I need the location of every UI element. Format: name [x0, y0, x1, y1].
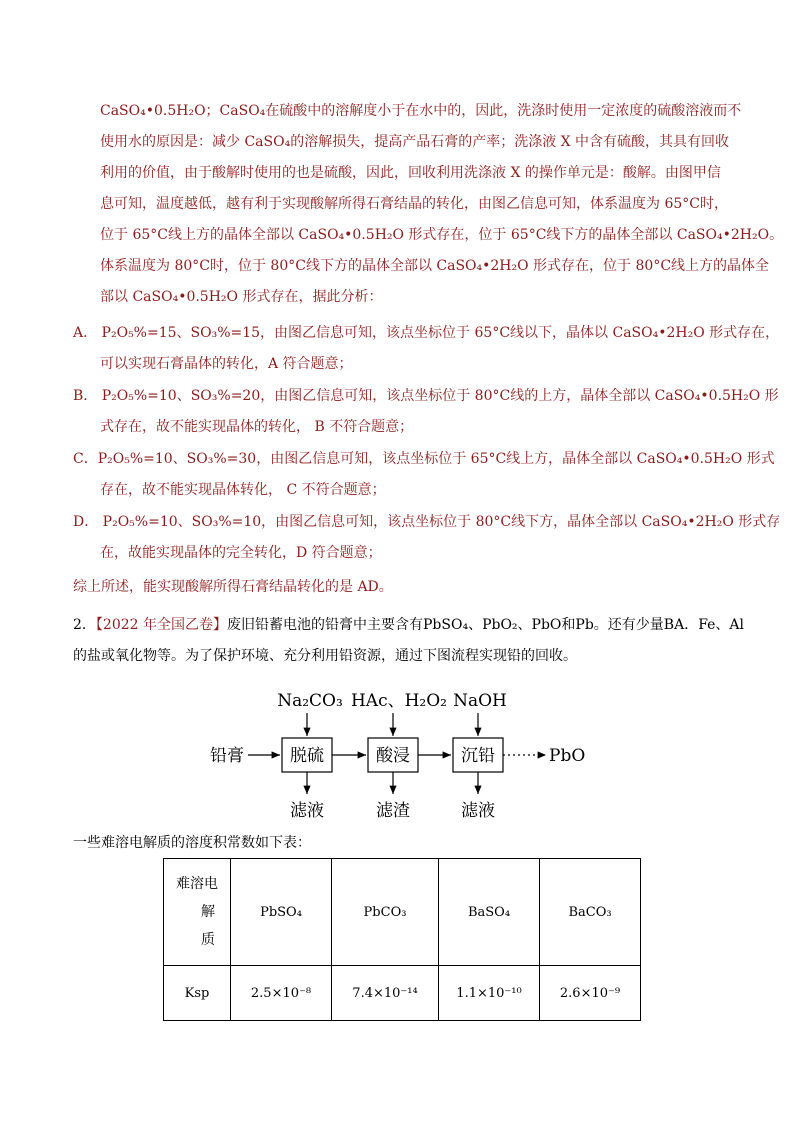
column-header: PbSO₄ — [231, 859, 332, 966]
option-c — [73, 444, 775, 506]
flow-step-3: 沉铅 — [461, 746, 495, 766]
question-2-line2: 的盐或氧化物等。为了保护环境、充分利用铅资源，通过下图流程实现铅的回收。 — [73, 648, 577, 664]
table-cell: 7.4×10⁻¹⁴ — [332, 966, 439, 1021]
summary — [73, 572, 724, 603]
option-c-line2: 存在，故不能实现晶体转化， C 不符合题意； — [100, 482, 386, 498]
flow-step-2: 酸浸 — [376, 746, 410, 766]
column-header: PbCO₃ — [332, 859, 439, 966]
analysis-line: 位于 65°C线上方的晶体全部以 CaSO₄•0.5H₂O 形式存在，位于 65°C线下方的晶体全部以 CaSO₄•2H₂O。 — [100, 227, 784, 243]
column-header: BaSO₄ — [439, 859, 540, 966]
analysis-line: CaSO₄•0.5H₂O；CaSO₄在硫酸中的溶解度小于在水中的，因此，洗涤时使用一定浓度的硫酸溶液而不 — [100, 103, 742, 119]
analysis-paragraph — [100, 96, 784, 313]
row-label: Ksp — [164, 966, 231, 1021]
option-d-line2: 在，故能实现晶体的完全转化，D 符合题意； — [100, 545, 382, 561]
table-title: 一些难溶电解质的溶度积常数如下表： — [73, 835, 311, 851]
table-cell: 2.6×10⁻⁹ — [540, 966, 641, 1021]
question-number: 2． — [73, 617, 96, 633]
flow-input: 铅膏 — [210, 746, 244, 766]
header-label-line: 质 — [201, 932, 215, 948]
option-a-line2: 可以实现石膏晶体的转化，A 符合题意； — [100, 356, 353, 372]
option-d — [73, 507, 781, 569]
option-b-line1: B． P₂O₅%=10、SO₃%=20，由图乙信息可知，该点坐标位于 80°C线的上方，晶体全部以 CaSO₄•0.5H₂O 形 — [73, 388, 779, 404]
header-label-cell — [164, 859, 231, 966]
header-label-line: 解 — [201, 904, 215, 920]
option-a-line1: A． P₂O₅%=15、SO₃%=15，由图乙信息可知，该点坐标位于 65°C线以下，晶体以 CaSO₄•2H₂O 形式存在， — [73, 325, 780, 341]
option-d-line1: D． P₂O₅%=10、SO₃%=10，由图乙信息可知，该点坐标位于 80°C线下方，晶体全部以 CaSO₄•2H₂O 形式存 — [73, 514, 781, 530]
option-c-line1: C．P₂O₅%=10、SO₃%=30，由图乙信息可知，该点坐标位于 65°C线上方，晶体全部以 CaSO₄•0.5H₂O 形式 — [73, 451, 775, 467]
analysis-line: 使用水的原因是：减少 CaSO₄的溶解损失，提高产品石膏的产率；洗涤液 X 中含有硫酸，其具有回收 — [100, 134, 730, 150]
flow-diagram — [200, 680, 620, 830]
analysis-line: 体系温度为 80°C时，位于 80°C线下方的晶体全部以 CaSO₄•2H₂O 形式存在，位于 80°C线上方的晶体全 — [100, 258, 770, 274]
question-2 — [73, 610, 745, 672]
question-2-text1: 废旧铅蓄电池的铅膏中主要含有PbSO₄、PbO₂、PbO和Pb。还有少量BA．Fe、Al — [227, 617, 745, 633]
table-cell: 2.5×10⁻⁸ — [231, 966, 332, 1021]
flow-step-1: 脱硫 — [290, 746, 324, 766]
flow-reagent-1: Na₂CO₃ — [277, 691, 343, 711]
analysis-line: 利用的价值，由于酸解时使用的也是硫酸，因此，回收利用洗涤液 X 的操作单元是：酸解。由图甲信 — [100, 165, 721, 181]
summary-text: 综上所述，能实现酸解所得石膏结晶转化的是 AD。 — [73, 579, 393, 595]
flow-reagent-2: HAc、H₂O₂ — [350, 691, 448, 711]
flow-output-3: 滤液 — [461, 801, 495, 821]
flow-output-2: 滤渣 — [376, 801, 410, 821]
option-b-line2: 式存在，故不能实现晶体的转化， B 不符合题意； — [100, 419, 414, 435]
flow-product: PbO — [549, 746, 586, 766]
flow-output-1: 滤液 — [290, 801, 324, 821]
analysis-line: 部以 CaSO₄•0.5H₂O 形式存在，据此分析： — [100, 289, 383, 305]
flow-reagent-3: NaOH — [453, 691, 507, 711]
table-cell: 1.1×10⁻¹⁰ — [439, 966, 540, 1021]
table-row — [164, 966, 641, 1021]
option-a — [73, 318, 780, 380]
option-b — [73, 381, 779, 443]
column-header: BaCO₃ — [540, 859, 641, 966]
question-2-line1 — [73, 610, 745, 641]
table-row — [164, 859, 641, 966]
analysis-line: 息可知，温度越低，越有利于实现酸解所得石膏结晶的转化，由图乙信息可知，体系温度为 65°C时， — [100, 196, 728, 212]
ksp-table — [163, 858, 641, 1021]
question-source: 【2022 年全国乙卷】 — [95, 617, 228, 633]
header-label-line: 难溶电 — [176, 876, 218, 892]
